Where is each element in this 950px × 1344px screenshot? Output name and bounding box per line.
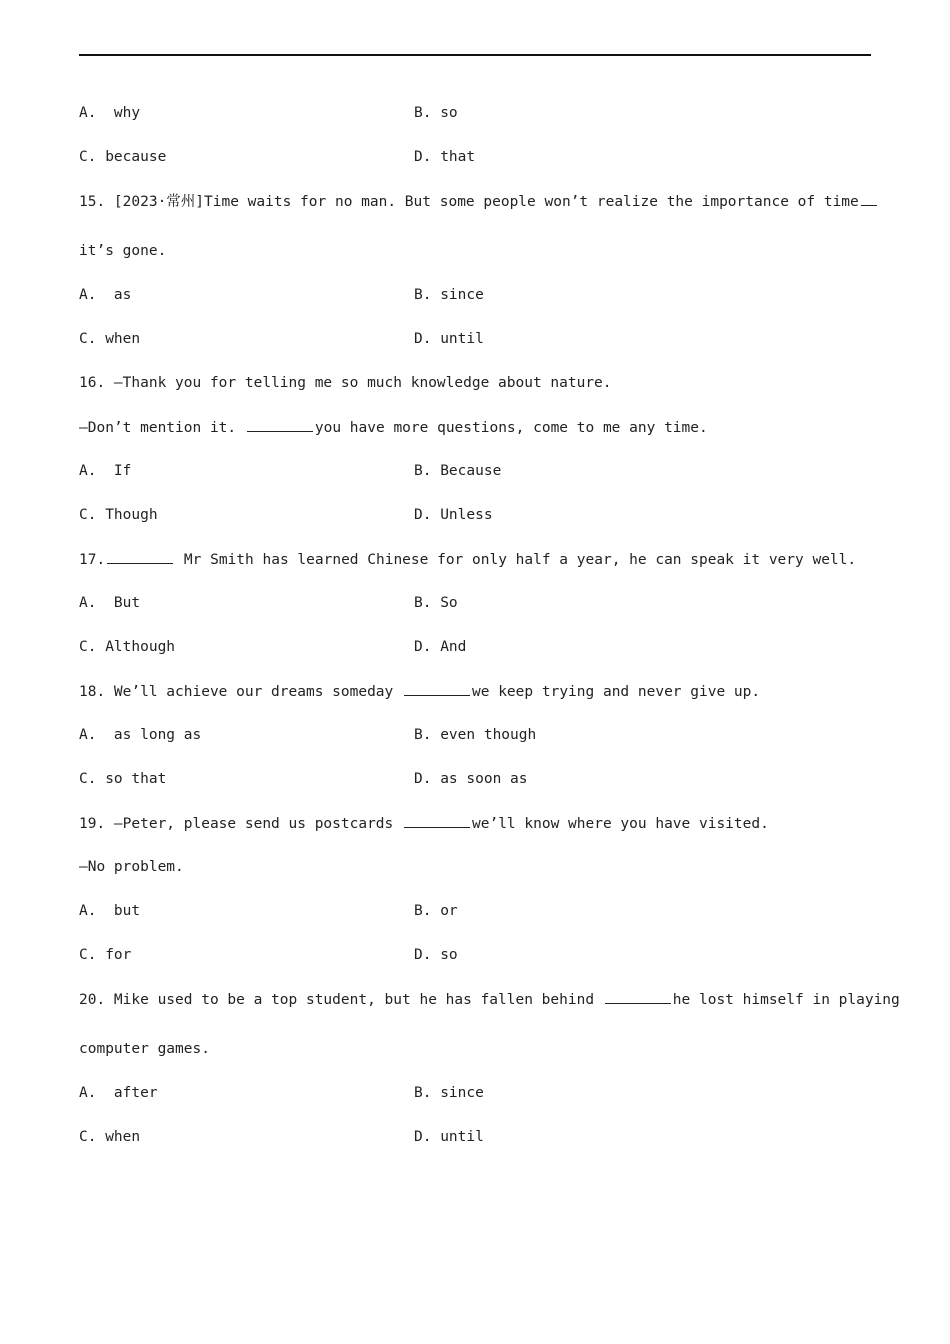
q14-option-c: C. because: [79, 149, 167, 165]
q15-option-a: A. as: [79, 287, 132, 303]
q15-option-c: C. when: [79, 331, 141, 347]
q20-option-c: C. when: [79, 1129, 141, 1145]
q17-option-b: B. So: [414, 595, 458, 611]
q15-stem-cont: it’s gone.: [79, 243, 167, 259]
q14-option-d: D. that: [414, 149, 476, 165]
q19-stem: [79, 814, 769, 833]
q15-option-b: B. since: [414, 287, 484, 303]
header-rule: [79, 54, 871, 56]
answer-blank: [247, 418, 313, 432]
q20-stem-post: he lost himself in playing: [672, 992, 900, 1008]
q18-option-b: B. even though: [414, 727, 537, 743]
q16-stem: 16. —Thank you for telling me so much knowledge about nature.: [79, 375, 612, 391]
q16-option-b: B. Because: [414, 463, 502, 479]
answer-blank: [404, 682, 470, 696]
answer-blank: [107, 550, 173, 564]
q19-option-b: B. or: [414, 903, 458, 919]
answer-blank: [404, 814, 470, 828]
q19-stem-reply: —No problem.: [79, 859, 184, 875]
q20-stem-cont: computer games.: [79, 1041, 210, 1057]
q16-stem-reply: [79, 418, 708, 437]
q15-stem-text: 15. [2023·常州]Time waits for no man. But some people won’t realize the importance of time: [79, 194, 859, 210]
q18-stem-pre: 18. We’ll achieve our dreams someday: [79, 684, 403, 700]
q19-stem-post: we’ll know where you have visited.: [472, 816, 769, 832]
q18-option-d: D. as soon as: [414, 771, 528, 787]
q17-option-a: A. But: [79, 595, 141, 611]
q20-stem-pre: 20. Mike used to be a top student, but he has fallen behind: [79, 992, 603, 1008]
q17-stem-pre: 17.: [79, 552, 106, 568]
q17-stem-post: Mr Smith has learned Chinese for only half a year, he can speak it very well.: [175, 552, 857, 568]
q18-option-a: A. as long as: [79, 727, 202, 743]
answer-blank: [861, 192, 877, 206]
q14-option-b: B. so: [414, 105, 458, 121]
q19-option-a: A. but: [79, 903, 141, 919]
q16-stem-post: you have more questions, come to me any time.: [314, 420, 708, 436]
q16-stem-pre: —Don’t mention it.: [79, 420, 245, 436]
q18-option-c: C. so that: [79, 771, 167, 787]
q16-option-a: A. If: [79, 463, 132, 479]
q20-option-a: A. after: [79, 1085, 158, 1101]
q17-stem: [79, 550, 856, 569]
q15-stem: [79, 192, 879, 211]
q20-stem: [79, 990, 900, 1009]
q20-option-d: D. until: [414, 1129, 484, 1145]
q19-stem-pre: 19. —Peter, please send us postcards: [79, 816, 403, 832]
q19-option-d: D. so: [414, 947, 458, 963]
q20-option-b: B. since: [414, 1085, 484, 1101]
q17-option-d: D. And: [414, 639, 467, 655]
q16-option-d: D. Unless: [414, 507, 493, 523]
q18-stem-post: we keep trying and never give up.: [472, 684, 761, 700]
q17-option-c: C. Although: [79, 639, 176, 655]
answer-blank: [605, 990, 671, 1004]
q18-stem: [79, 682, 760, 701]
q14-option-a: A. why: [79, 105, 141, 121]
q16-option-c: C. Though: [79, 507, 158, 523]
q19-option-c: C. for: [79, 947, 132, 963]
q15-option-d: D. until: [414, 331, 484, 347]
